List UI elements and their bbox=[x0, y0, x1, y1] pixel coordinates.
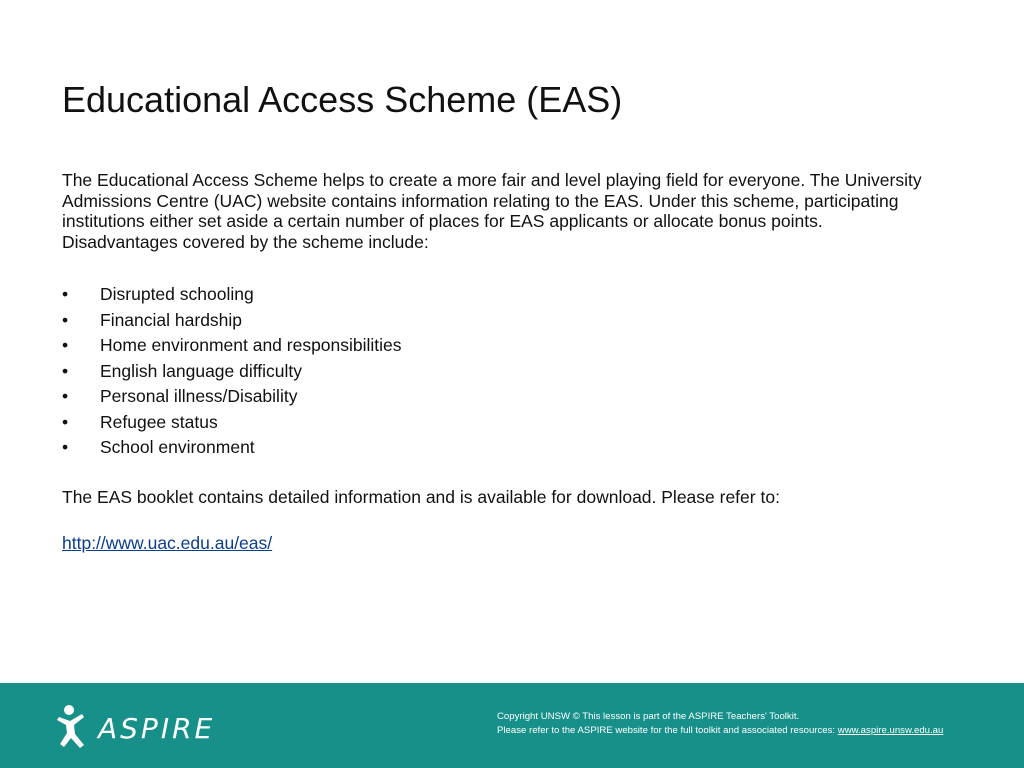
list-item bbox=[62, 282, 942, 308]
slide-title: Educational Access Scheme (EAS) bbox=[62, 79, 623, 120]
aspire-logo bbox=[56, 701, 276, 751]
list-item bbox=[62, 359, 942, 385]
refer-text: Please refer to the ASPIRE website for the full toolkit and associated resources: bbox=[497, 725, 838, 736]
bullet-icon: • bbox=[62, 360, 69, 381]
list-item-label: Disrupted schooling bbox=[100, 284, 254, 304]
slide-body bbox=[62, 170, 942, 554]
list-item-label: School environment bbox=[100, 437, 255, 457]
list-item-label: Home environment and responsibilities bbox=[100, 335, 402, 355]
footer-bar bbox=[0, 683, 1024, 768]
aspire-figure-icon bbox=[57, 705, 84, 748]
bullet-icon: • bbox=[62, 335, 69, 355]
list-item-label: English language difficulty bbox=[100, 360, 303, 381]
disadvantages-list bbox=[62, 282, 942, 461]
aspire-website-link[interactable]: www.aspire.unsw.edu.au bbox=[837, 725, 944, 736]
bullet-icon: • bbox=[62, 386, 69, 406]
bullet-icon: • bbox=[62, 284, 69, 304]
eas-link[interactable]: http://www.uac.edu.au/eas/ bbox=[62, 533, 273, 553]
booklet-paragraph: The EAS booklet contains detailed information and is available for download. Please refer to: bbox=[62, 486, 780, 507]
aspire-logo-text: ASPIRE bbox=[98, 712, 216, 745]
list-item bbox=[62, 410, 942, 436]
list-item bbox=[62, 308, 942, 334]
bullet-icon: • bbox=[62, 411, 69, 432]
refer-line bbox=[497, 724, 943, 738]
copyright-line: Copyright UNSW © This lesson is part of the ASPIRE Teachers' Toolkit. bbox=[497, 711, 800, 722]
bullet-icon: • bbox=[62, 437, 69, 457]
list-item-label: Personal illness/Disability bbox=[100, 386, 298, 406]
list-item bbox=[62, 384, 942, 410]
list-item-label: Financial hardship bbox=[100, 309, 243, 330]
bullet-icon: • bbox=[62, 309, 69, 330]
intro-paragraph: The Educational Access Scheme helps to create a more fair and level playing field for everyone. The University Admissions Centre (UAC) website contains information relating to the EAS. Under this scheme, participating institutions either set aside a certain number of places for EAS applicants or allocate bonus points. Disadvantages covered by the scheme include: bbox=[62, 170, 922, 252]
list-item bbox=[62, 435, 942, 461]
list-item-label: Refugee status bbox=[100, 411, 218, 432]
footer-copyright bbox=[497, 710, 943, 738]
list-item bbox=[62, 333, 942, 359]
